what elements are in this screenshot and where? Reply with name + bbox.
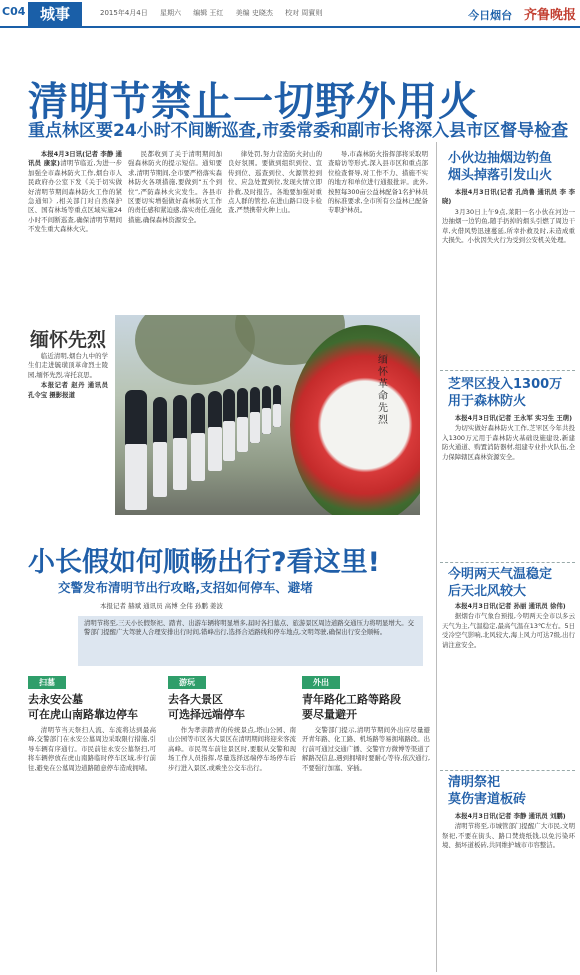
- travel-col-2-title: 去各大景区 可选择远端停车: [168, 693, 245, 721]
- masthead-meta: [100, 8, 332, 18]
- sidebar-3-title: 今明两天气温稳定 后天北风较大: [448, 567, 553, 599]
- article-col-4: [328, 150, 428, 310]
- photo-credit: 本报记者 赵丹 通讯员 孔令宝 摄影报道: [28, 381, 108, 399]
- article-byline: 本报4月3日讯(记者 李静 通讯员 康家): [28, 150, 122, 168]
- travel-lead: 清明节将至,三天小长假祭祀、踏青、出游车辆将明显增多,届时各扫墓点、旅游景区周边道路交通压力将明显增大。交警部门提醒广大驾驶人合理安排出行时间,错峰出行,选择合适路线和停车地点,文明驾驶,确保出行安全顺畅。: [78, 616, 423, 666]
- main-headline: 清明节禁止一切野外用火: [28, 79, 479, 125]
- section-tab: 城事: [28, 2, 82, 26]
- sidebar-1-text: 3月30日上午9点,莱阳一名小伙在河边一边抽烟一边钓鱼,随手扔掉的烟头引燃了周边干草,火借风势迅速蔓延,所幸扑救及时,未造成重大损失。小伙因失火行为受到公安机关处理。: [442, 207, 575, 245]
- travel-col-3-title: 青年路化工路等路段 要尽量避开: [302, 693, 401, 721]
- sidebar-4-byline: 本报4月3日讯(记者 李静 通讯员 刘鹏): [454, 812, 566, 820]
- sidebar-3: [442, 602, 575, 757]
- travel-col-1: [28, 726, 156, 966]
- article-text: 清明节临近,为进一步加强全市森林防火工作,烟台市人民政府办公室下发《关于切实做好清明节期间森林防火工作的紧急通知》,相关部门对自然保护区、国有林场等重点区域实施24小时不间断巡查,确保清明节期间不发生重大森林火灾。: [28, 159, 122, 234]
- travel-byline: 本报记者 赫斌 通讯员 高博 全伟 孙鹏 姜波: [100, 602, 223, 610]
- article-text: 律处罚,努力营造防火封山的良好氛围。要做到组织到位、宣传到位、巡查到位、火源管控到位、应急处置到位,发现火情立即扑救,及时报告。各地要加强对重点人群的管控,在进山路口设卡检查,严禁携带火种上山。: [228, 150, 322, 215]
- tag-saomu: 扫墓: [28, 676, 66, 689]
- travel-col-1-title: 去永安公墓 可在虎山南路靠边停车: [28, 693, 138, 721]
- sidebar-4-text: 清明节将至,市城管部门提醒广大市民,文明祭祀,不要在街头、路口焚烧纸钱,以免污染环境、损坏道板砖,共同维护城市市容整洁。: [442, 822, 575, 850]
- travel-col-3-text: 交警部门提示,清明节期间外出应尽量避开青年路、化工路、机场路等易拥堵路段。出行前可通过交通广播、交警官方微博等渠道了解路况信息,遇到拥堵时要耐心等待,依次通行,不要强行加塞、穿插。: [302, 726, 430, 772]
- sidebar-2-text: 为切实做好森林防火工作,芝罘区今年共投入1300万元用于森林防火基础设施建设,新建防火通道、购置消防器材,组建专业扑火队伍,全力保障辖区森林资源安全。: [442, 424, 575, 461]
- sidebar-2-title: 芝罘区投入1300万 用于森林防火: [448, 377, 563, 409]
- masthead: [0, 0, 580, 28]
- issue-weekday: 星期六: [159, 9, 181, 17]
- sidebar-1: [442, 188, 575, 338]
- paper-logo: 齐鲁晚报: [523, 8, 576, 23]
- sidebar-2: [442, 414, 575, 554]
- sidebar-1-title: 小伙边抽烟边钓鱼 烟头掉落引发山火: [448, 151, 553, 183]
- main-subhead: 重点林区要24小时不间断巡查,市委常委和副市长将深入县市区督导检查: [28, 121, 569, 141]
- photo-caption-title: 缅怀先烈: [30, 329, 107, 351]
- sidebar-divider: [436, 142, 437, 972]
- travel-subhead: 交警发布清明节出行攻略,支招如何停车、避堵: [58, 580, 313, 595]
- brand: [468, 4, 576, 23]
- editor-credit: 编辑 王红: [193, 9, 224, 17]
- article-col-2: [128, 150, 222, 310]
- travel-col-2-text: 作为孝亲踏青的传统景点,塔山公园、南山公园等市区各大景区在清明期间将迎来客流高峰。市民驾车前往景区时,要服从交警和现场工作人员指挥,尽量选择远端停车场停车后步行进入景区,或乘坐公交车出行。: [168, 726, 296, 772]
- sidebar-1-byline: 本报4月3日讯(记者 孔尚鲁 通讯员 李 李晓): [442, 188, 575, 206]
- photo-caption: [28, 352, 108, 442]
- issue-date: 2015年4月4日: [100, 9, 148, 17]
- photo-caption-text: 临近清明,烟台九中的学生们走进毓璜顶革命烈士陵园,缅怀先烈,寄托哀思。: [28, 352, 108, 379]
- article-col-1: [28, 150, 122, 310]
- article-text: 导,市森林防火指挥部将采取明查暗访等形式,深入县市区和重点部位检查督导,对工作不力、措施不实的地方和单位进行通报批评。此外,按照每300亩公益林配备1名护林员的标准要求,全市所有公益林已配备专职护林员。: [328, 150, 428, 215]
- column-name: 今日烟台: [468, 9, 513, 22]
- sidebar-3-byline: 本报4月3日讯(记者 孙丽 通讯员 徐伟): [454, 602, 566, 610]
- designer-credit: 美编 史晓杰: [235, 9, 273, 17]
- sidebar-4-title: 清明祭祀 莫伤害道板砖: [448, 775, 527, 807]
- tag-waichu: 外出: [302, 676, 340, 689]
- article-text: 民都收到了关于清明期间加强森林防火的提示短信。通知要求,清明节期间,全市要严格落实森林防火各项措施,要做到“五个到位”,严防森林火灾发生。各县市区要切实增强做好森林防火工作的责任感和紧迫感,落实责任,强化措施,确保森林资源安全。: [128, 150, 222, 224]
- proof-credit: 校对 周賓则: [285, 9, 323, 17]
- travel-col-2: [168, 726, 296, 966]
- wreath-ribbon-text: 缅怀革命先烈: [378, 355, 388, 426]
- sidebar-2-byline: 本报4月3日讯(记者 王永军 实习生 王萌): [454, 414, 573, 422]
- sidebar-3-text: 据烟台市气象台预报,今明两天全市以多云天气为主,气温稳定,最高气温在13℃左右。5日受冷空气影响,北风较大,海上风力可达7级,出行请注意安全。: [442, 612, 575, 649]
- sidebar-4: [442, 812, 575, 967]
- page-number: C04: [2, 5, 26, 18]
- article-col-3: [228, 150, 322, 310]
- travel-col-1-text: 清明节当天祭扫人流、车流将达到最高峰,交警部门在永安公墓周边采取限行措施,引导车辆有序通行。市民前往永安公墓祭扫,可将车辆停放在虎山南路临时停车区域,步行前往,避免在公墓周边道路随意停车造成拥堵。: [28, 726, 156, 772]
- travel-col-3: [302, 726, 430, 966]
- tag-youwan: 游玩: [168, 676, 206, 689]
- travel-headline: 小长假如何顺畅出行?看这里!: [28, 547, 380, 578]
- news-photo: [115, 315, 420, 515]
